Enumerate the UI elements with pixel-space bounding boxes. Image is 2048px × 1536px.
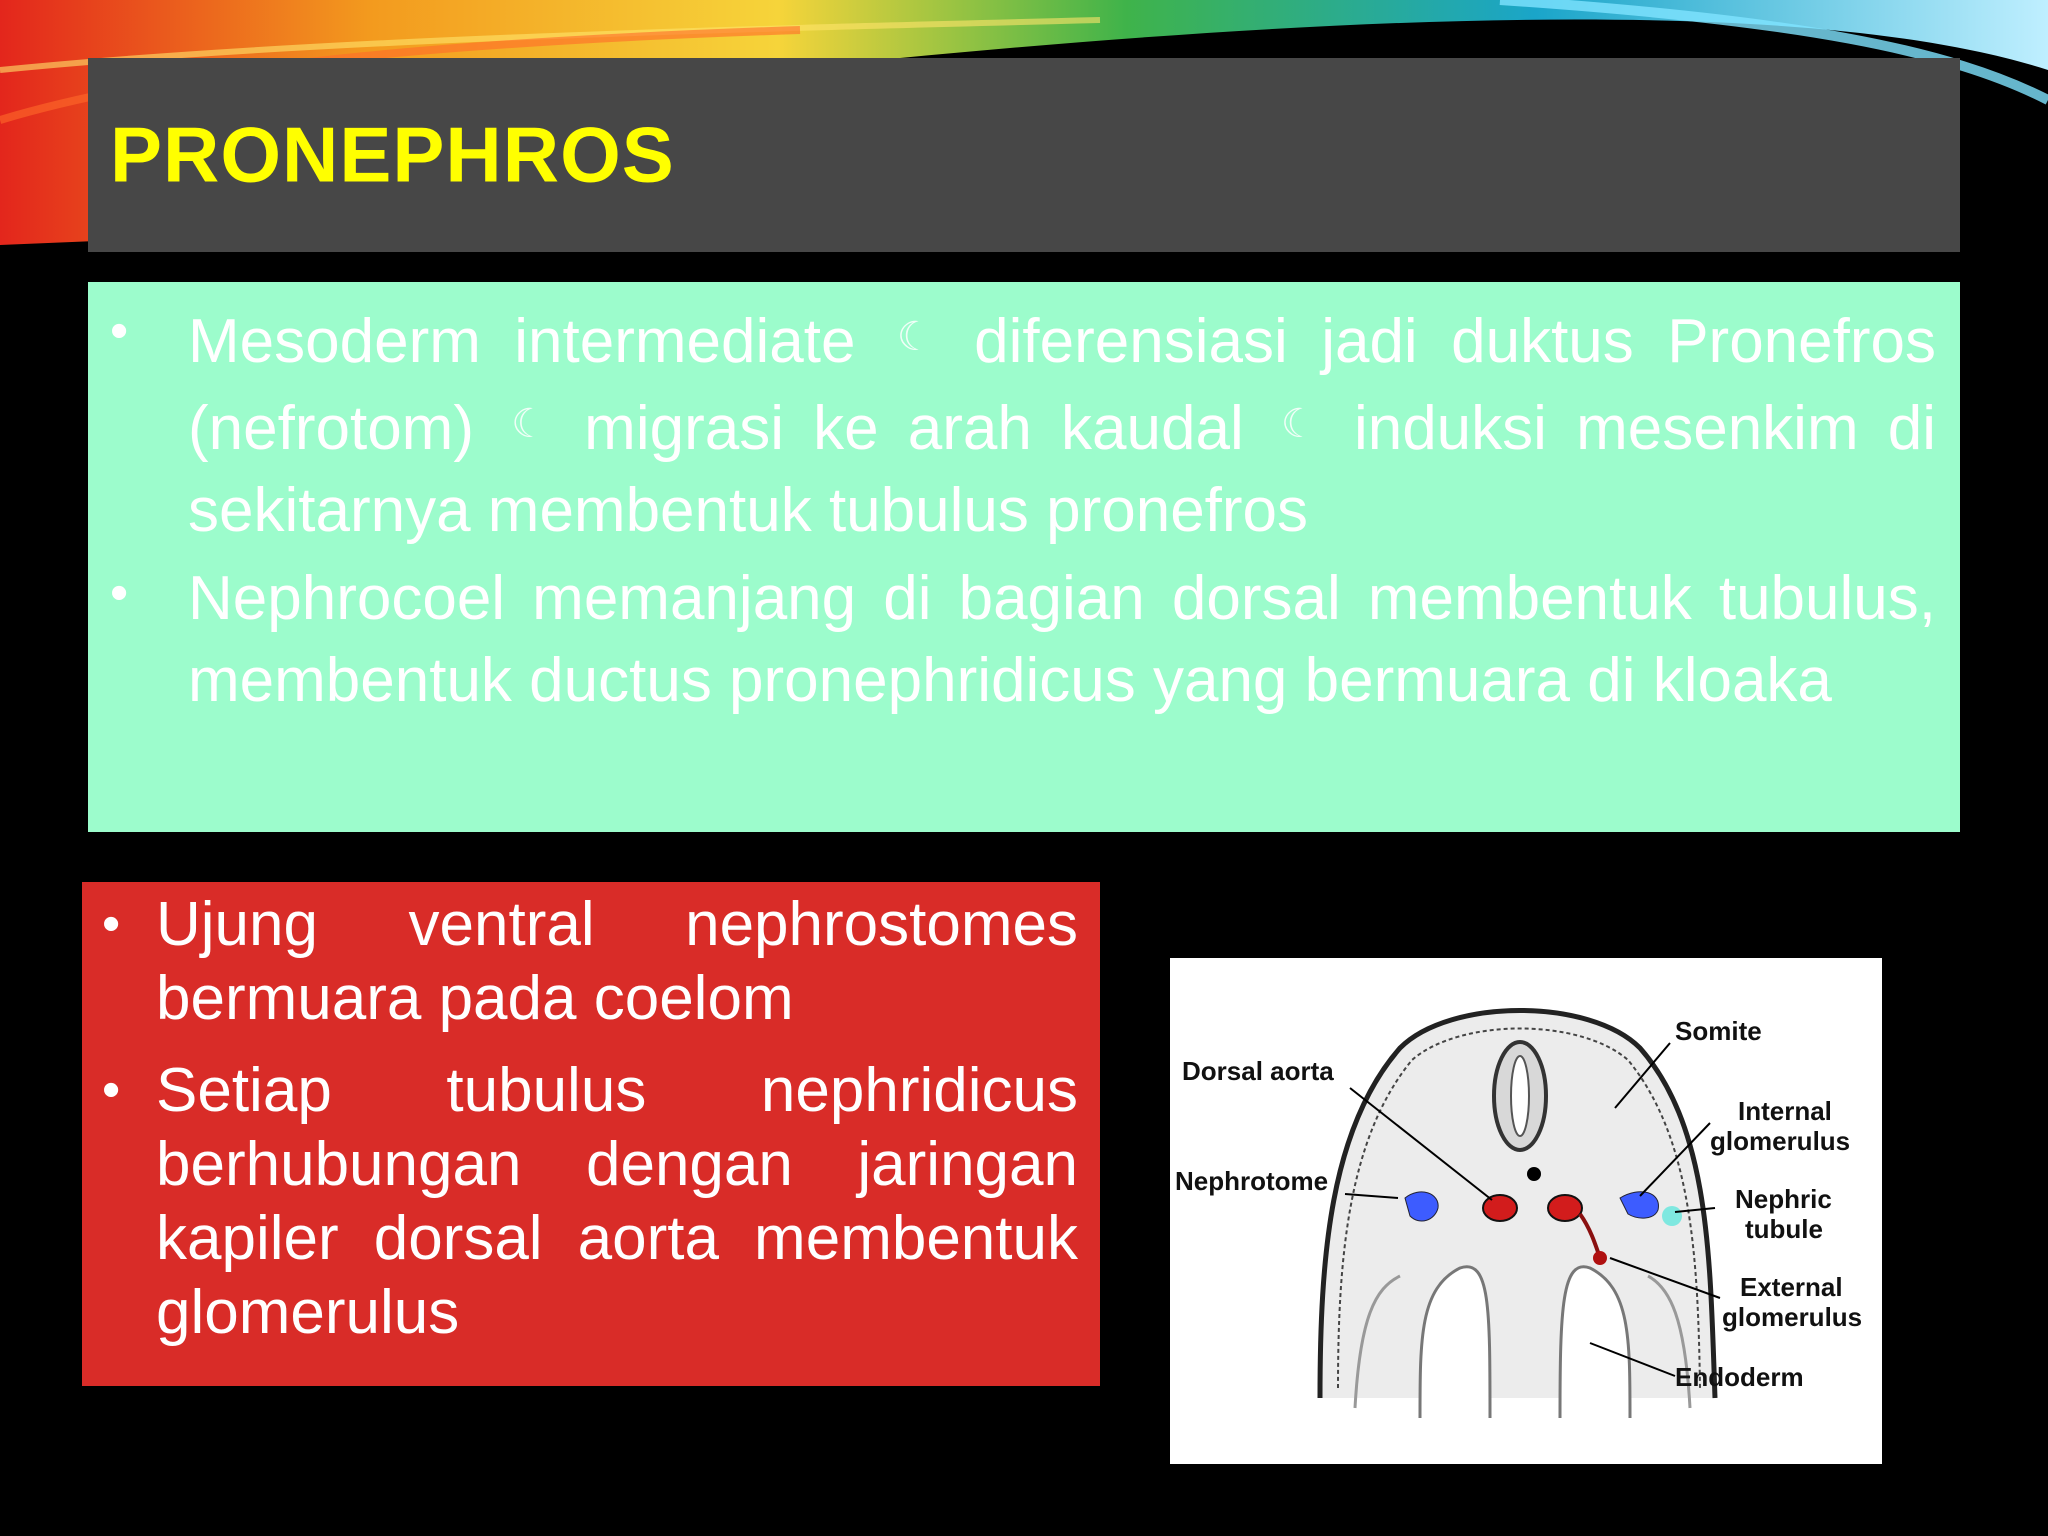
label-internal-2: glomerulus — [1710, 1126, 1851, 1156]
bullet-icon: • — [102, 1061, 121, 1119]
dorsal-aorta-left — [1483, 1195, 1517, 1221]
green-text-box — [88, 282, 1960, 832]
green-bullet-1-part2: diferensiasi jadi duktus Pronefros (nefrotom) — [188, 307, 1936, 463]
label-endoderm: Endoderm — [1675, 1362, 1804, 1392]
red-bullet-2 — [82, 1054, 1078, 1350]
green-bullet-list — [88, 296, 1936, 722]
arrow-icon: ☾ — [1280, 402, 1317, 446]
red-bullet-list — [82, 888, 1078, 1350]
red-text-box — [82, 882, 1100, 1386]
neural-canal — [1511, 1056, 1529, 1136]
green-bullet-1-part4: induksi mesenkim di sekitarnya membentuk tubulus pronefros — [188, 394, 1937, 545]
dorsal-aorta-right — [1548, 1195, 1582, 1221]
green-bullet-1-part1: Mesoderm intermediate — [188, 307, 856, 376]
label-nephric-1: Nephric — [1735, 1184, 1832, 1214]
bullet-icon: • — [102, 895, 121, 953]
label-external-1: External — [1740, 1272, 1843, 1302]
arrow-icon: ☾ — [896, 315, 933, 359]
label-nephric-2: tubule — [1745, 1214, 1823, 1244]
label-dorsal-aorta: Dorsal aorta — [1182, 1056, 1334, 1086]
red-bullet-1-text: Ujung ventral nephrostomes bermuara pada coelom — [156, 890, 1078, 1033]
external-glomerulus-dot — [1662, 1206, 1682, 1226]
label-nephrotome: Nephrotome — [1175, 1166, 1329, 1196]
pronephros-diagram — [1170, 958, 1882, 1464]
red-bullet-2-text: Setiap tubulus nephridicus berhubungan dengan jaringan kapiler dorsal aorta membentuk glomerulus — [156, 1056, 1078, 1347]
green-bullet-2-text: Nephrocoel memanjang di bagian dorsal membentuk tubulus, membentuk ductus pronephridicus yang bermuara di kloaka — [188, 564, 1936, 715]
label-internal-1: Internal — [1738, 1096, 1832, 1126]
bullet-icon: • — [110, 564, 129, 622]
pronephros-diagram-svg — [1170, 958, 1882, 1464]
notochord — [1527, 1167, 1541, 1181]
glomerulus-dot — [1593, 1251, 1607, 1265]
label-external-2: glomerulus — [1722, 1302, 1863, 1332]
green-bullet-1 — [88, 296, 1936, 552]
arrow-icon: ☾ — [511, 402, 547, 446]
green-bullet-2 — [88, 558, 1936, 722]
red-bullet-1 — [82, 888, 1078, 1036]
bullet-icon: • — [110, 302, 129, 360]
title-bar — [88, 58, 1960, 252]
label-somite: Somite — [1675, 1016, 1762, 1046]
green-bullet-1-part3: migrasi ke arah kaudal — [584, 394, 1244, 463]
slide-title: PRONEPHROS — [110, 110, 675, 199]
